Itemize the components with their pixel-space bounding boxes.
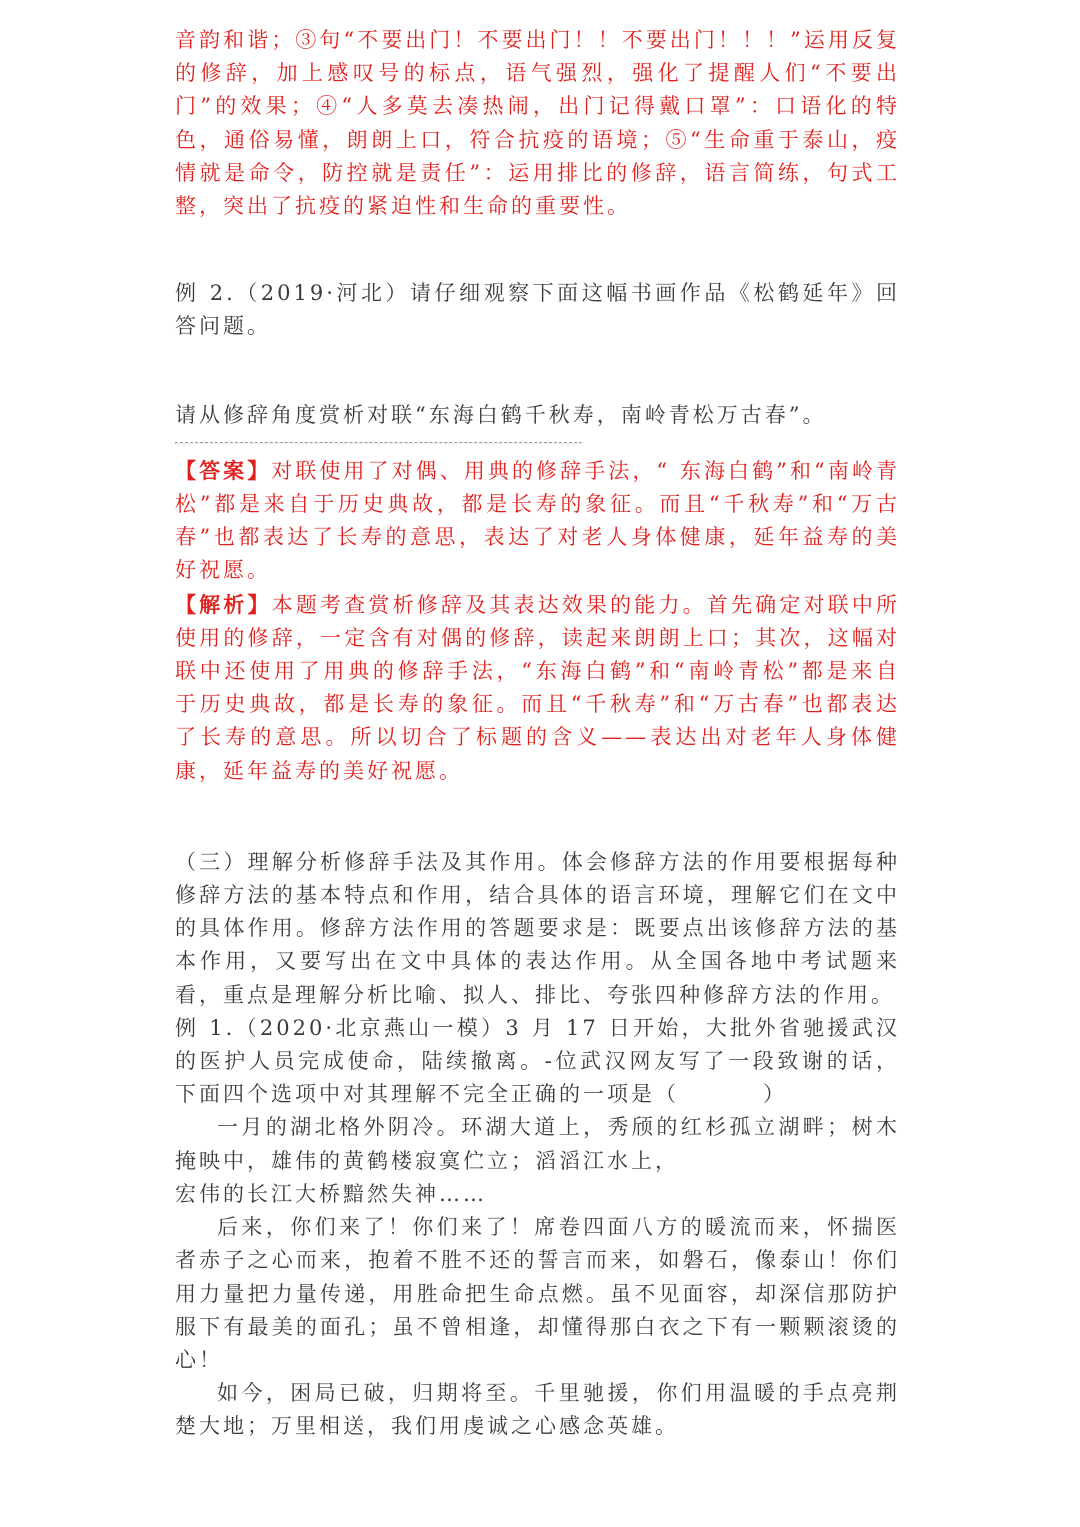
example2-question: 例 2.（2019·河北）请仔细观察下面这幅书画作品《松鹤延年》回答问题。 xyxy=(175,281,900,339)
analysis-text: 本题考查赏析修辞及其表达效果的能力。首先确定对联中所使用的修辞，一定含有对偶的修辞，读起来朗朗上口；其次，这幅对联中还使用了用典的修辞手法，“东海白鹤”和“南岭青松”都是来自于历史典故，都是长寿的象征。而且“千秋寿”和“万古春”也都表达了长寿的意思。所以切合了标题的含义——表达出对老年人身体健康，延年益寿的美好祝愿。 xyxy=(175,592,901,783)
example1-question-text: 例 1.（2020·北京燕山一模）3 月 17 日开始，大批外省驰援武汉的医护人员完成使命，陆续撤离。-位武汉网友写了一段致谢的话，下面四个选项中对其理解不完全正确的一项是（ xyxy=(175,1015,900,1107)
passage-paragraph-1-continued: 宏伟的长江大桥黯然失神…… xyxy=(175,1181,487,1206)
spacer xyxy=(175,432,900,442)
example1-blank-close: ） xyxy=(763,1082,787,1107)
section3-intro: （三）理解分析修辞手法及其作用。体会修辞方法的作用要根据每种修辞方法的基本特点和作用，结合具体的语言环境，理解它们在文中的具体作用。修辞方法作用的答题要求是：既要点出该修辞方法的基本作用，又要写出在文中具体的表达作用。从全国各地中考试题来看，重点是理解分析比喻、拟人、排比、夸张四种修辞方法的作用。 xyxy=(175,849,900,1007)
passage-paragraph-2: 后来，你们来了！你们来了！席卷四面八方的暖流而来，怀揣医者赤子之心而来，抱着不胜不还的誓言而来，如磐石，像泰山！你们用力量把力量传递，用胜命把生命点燃。虽不见面容，却深信那防护服下有最美的面孔；虽不曾相逢，却懂得那白衣之下有一颗颗滚烫的心！ xyxy=(175,1215,900,1372)
document-page xyxy=(175,24,900,1444)
analysis-tag: 【解析】 xyxy=(175,591,272,617)
spacer xyxy=(175,444,900,454)
example2-answer xyxy=(175,454,900,588)
spacer xyxy=(175,223,900,277)
spacer xyxy=(175,788,900,846)
passage-paragraph-1: 一月的湖北格外阴冷。环湖大道上，秀颀的红杉孤立湖畔；树木掩映中，雄伟的黄鹤楼寂寞伫立；滔滔江水上， xyxy=(175,1115,900,1173)
section3-example1-question xyxy=(175,1012,900,1112)
example2-prompt: 请从修辞角度赏析对联“东海白鹤千秋寿，南岭青松万古春”。 xyxy=(175,402,827,427)
spacer xyxy=(175,344,900,399)
example2-analysis xyxy=(175,588,900,788)
passage-paragraph-3: 如今，困局已破，归期将至。千里驰援，你们用温暖的手点亮荆楚大地；万里相送，我们用虔诚之心感念英雄。 xyxy=(175,1381,900,1439)
answer-text: 对联使用了对偶、用典的修辞手法，“ 东海白鹤”和“南岭青松”都是来自于历史典故，都是长寿的象征。而且“千秋寿”和“万古春”也都表达了长寿的意思，表达了对老人身体健康，延年益寿的美好祝愿。 xyxy=(175,458,900,583)
answer-tag: 【答案】 xyxy=(175,457,272,483)
intro-answer-paragraph: 音韵和谐；③句“不要出门！不要出门！！不要出门！！！”运用反复的修辞，加上感叹号的标点，语气强烈，强化了提醒人们“不要出门”的效果；④“人多莫去凑热闹，出门记得戴口罩”：口语化的特色，通俗易懂，朗朗上口，符合抗疫的语境；⑤“生命重于泰山，疫情就是命令，防控就是责任”：运用排比的修辞，语言简练，句式工整，突出了抗疫的紧迫性和生命的重要性。 xyxy=(175,28,900,219)
